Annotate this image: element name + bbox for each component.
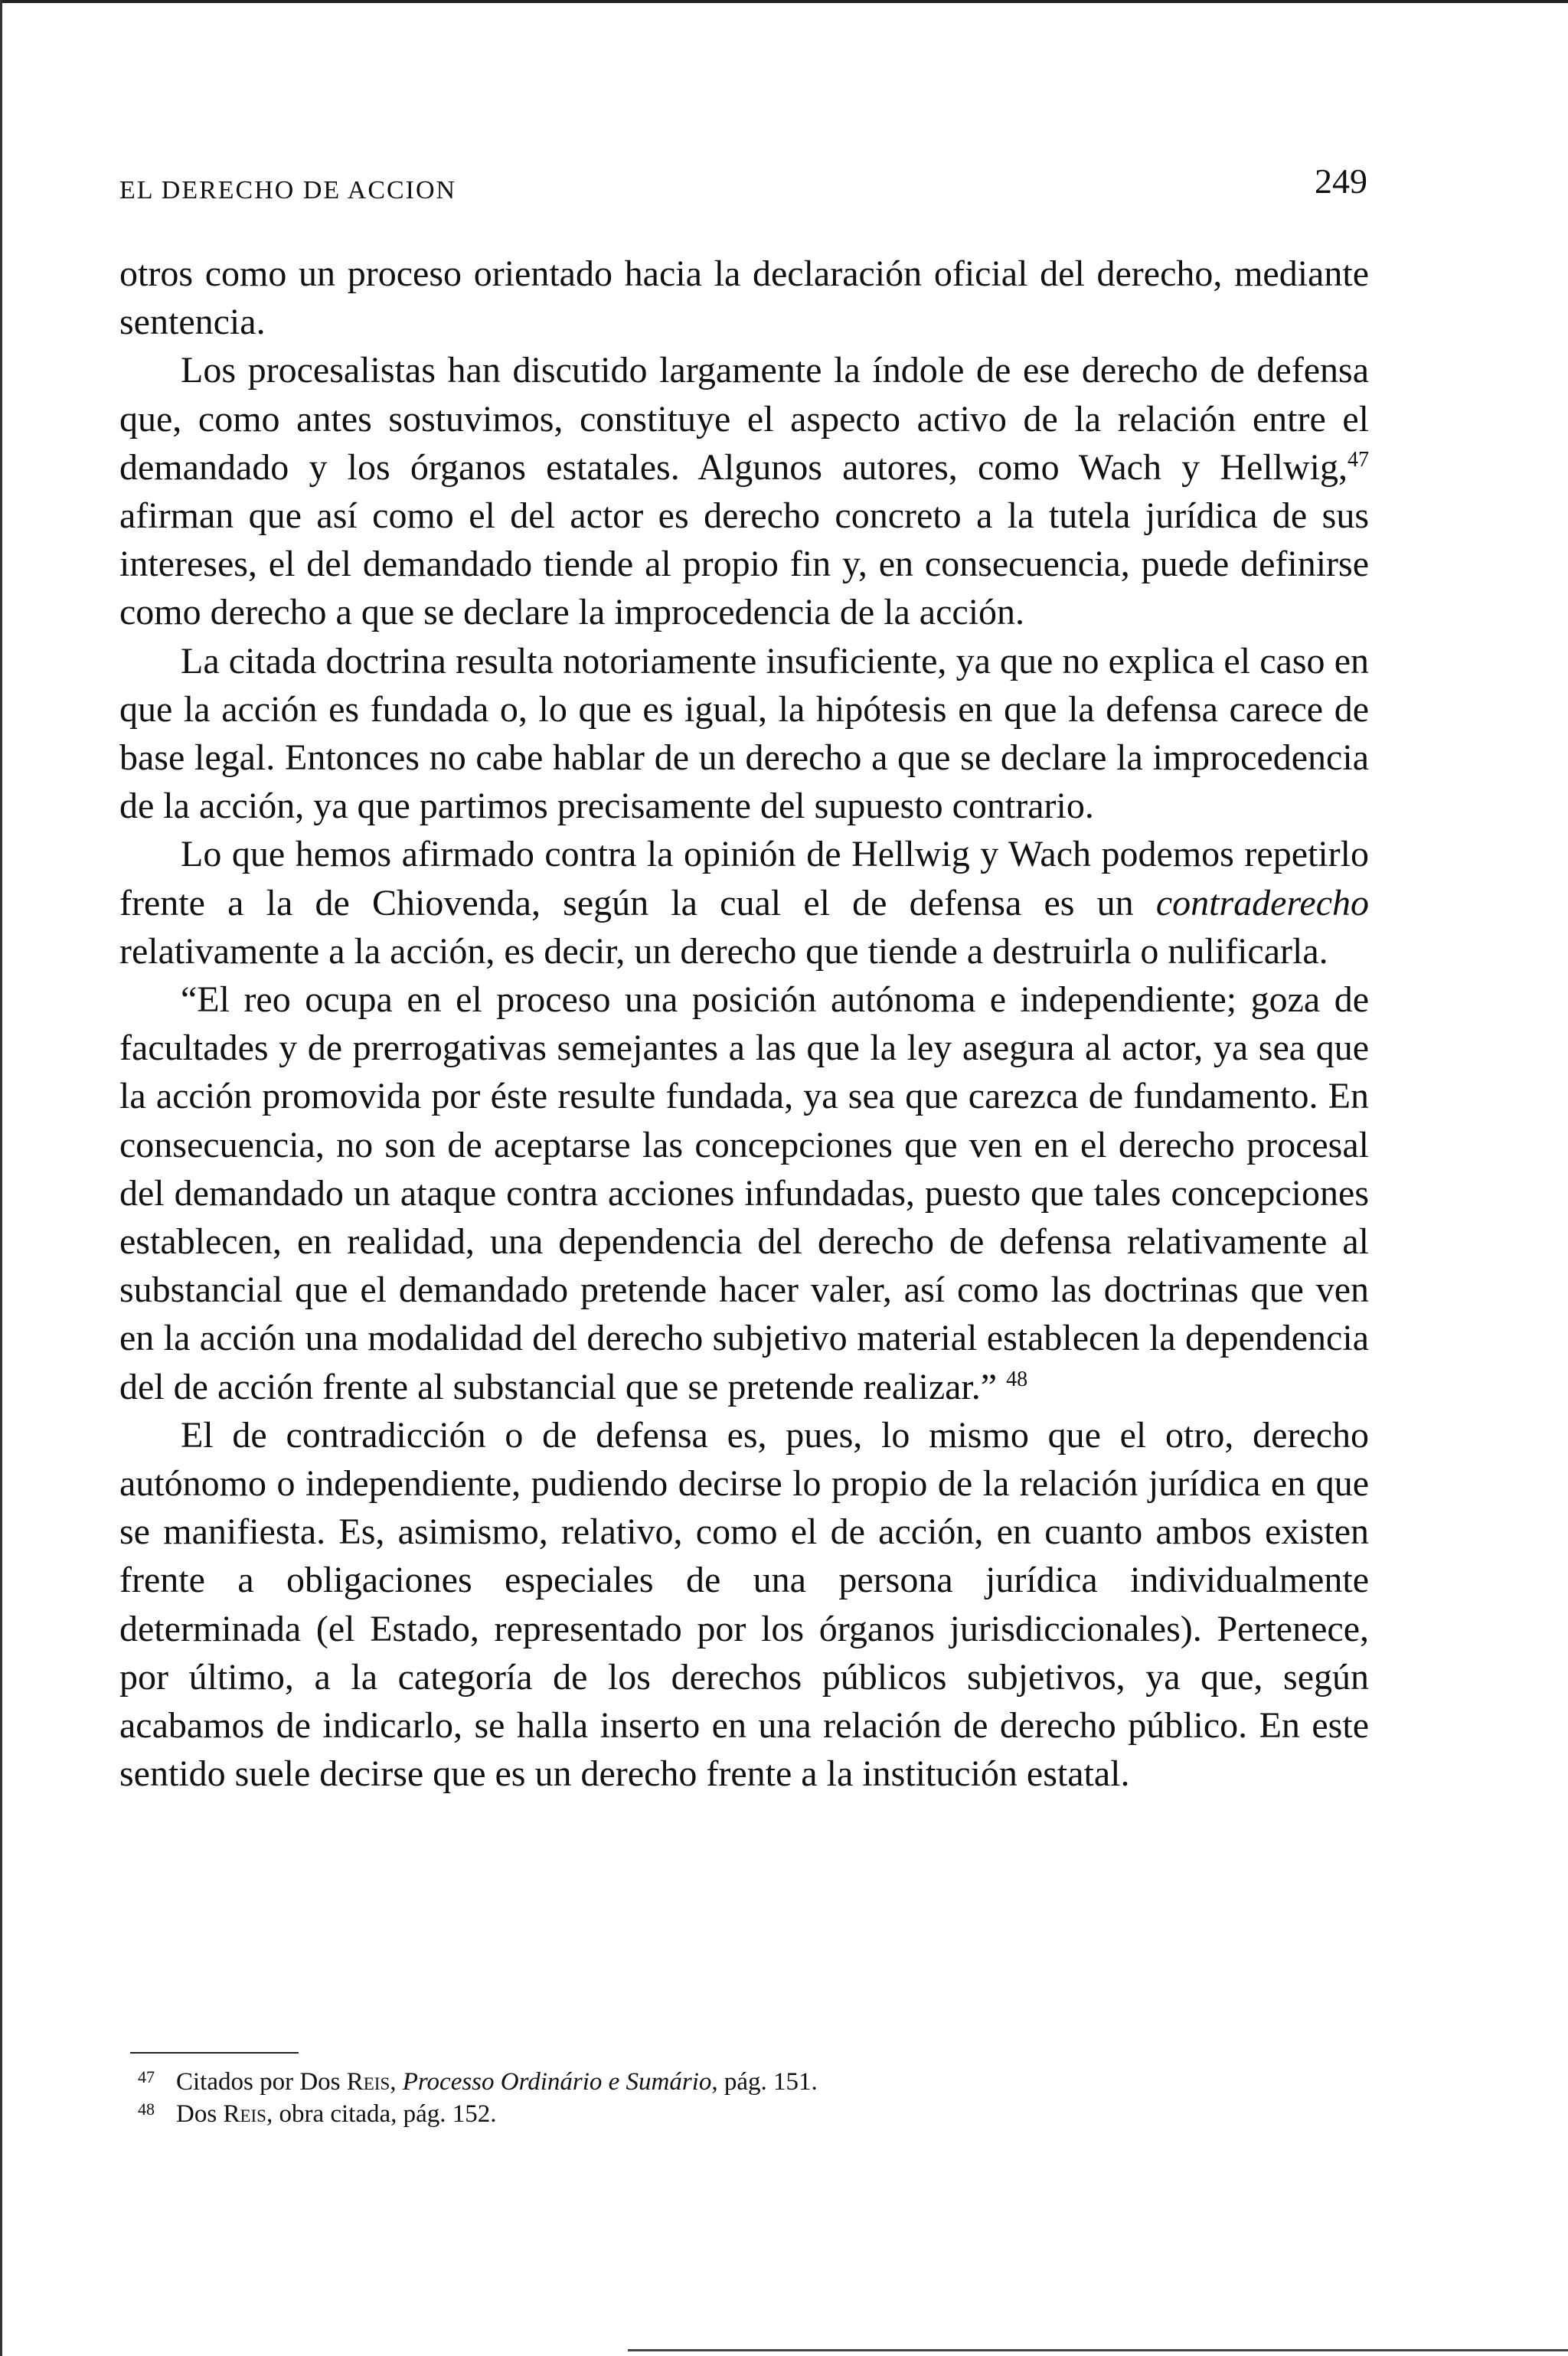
footnote-number: 48 (138, 2099, 155, 2119)
paragraph-wach-hellwig (119, 346, 1369, 636)
paragraph-text: otros como un proceso orientado hacia la declaración oficial del derecho, mediante sentencia. (119, 253, 1369, 343)
emphasis-contraderecho: contraderecho (1155, 882, 1369, 923)
paragraph-contradiccion (119, 1411, 1369, 1799)
page-header (119, 161, 1367, 222)
footnotes (130, 2066, 1279, 2130)
footnote-author: Reis (223, 2100, 266, 2128)
footnote-number: 47 (138, 2067, 155, 2086)
paragraph-text: Lo que hemos afirmado contra la opinión de Hellwig y Wach podemos repetirlo frente a la de Chiovenda, según la cual el de defensa es un (119, 834, 1369, 923)
page-number: 249 (1315, 162, 1367, 201)
footnote-text: , (390, 2068, 403, 2096)
footnote-text: , obra citada, pág. 152. (266, 2100, 497, 2128)
paragraph-text: “El reo ocupa en el proceso una posición autónoma e independiente; goza de facultades y de prerrogativas semejantes a las que la ley asegura al actor, ya sea que la acción promovida por éste resulte fundada, ya sea que carezca de fundamento. En consecuencia, no son de aceptarse las concepciones que ven en el derecho procesal del demandado un ataque contra acciones infundadas, puesto que tales concepciones establecen, en realidad, una dependencia del derecho de defensa relativamente al substancial que el demandado pretende hacer valer, así como las doctrinas que ven en la acción una modalidad del derecho subjetivo material establecen la dependencia del de acción frente al substancial que se pretende realizar.” (119, 979, 1369, 1407)
paragraph-quote (119, 975, 1369, 1411)
paragraph-text: Los procesalistas han discutido largamente la índole de ese derecho de defensa que, como antes sostuvimos, constituye el aspecto activo de la relación entre el demandado y los órganos estatales. Algunos autores, como Wach y Hellwig, (119, 350, 1369, 488)
footnote-text: , pág. 151. (711, 2068, 818, 2096)
paragraph-text: afirman que así como el del actor es derecho concreto a la tutela jurídica de sus intereses, el del demandado tiende al propio fin y, en consecuencia, puede definirse como derecho a que se declare la improcedencia de la acción. (119, 495, 1369, 633)
footnote-book-title: Processo Ordinário e Sumário (402, 2068, 712, 2096)
footnote-text: Citados por Dos (176, 2068, 347, 2096)
paragraph-text: relativamente a la acción, es decir, un derecho que tiende a destruirla o nulificarla. (119, 930, 1328, 972)
footnote-text: Dos (176, 2100, 224, 2128)
footnote-divider (130, 2052, 299, 2054)
scan-edge-left (0, 0, 2, 2356)
running-head: EL DERECHO DE ACCION (119, 176, 457, 204)
paragraph-text: El de contradicción o de defensa es, pues, lo mismo que el otro, derecho autónomo o independiente, pudiendo decirse lo propio de la relación jurídica en que se manifiesta. Es, asimismo, relativo, como el de acción, en cuanto ambos existen frente a obligaciones especiales de una persona jurídica individualmente determinada (el Estado, representado por los órganos jurisdiccionales). Pertenece, por último, a la categoría de los derechos públicos subjetivos, ya que, según acabamos de indicarlo, se halla inserto en una relación de derecho público. En este sentido suele decirse que es un derecho frente a la institución estatal. (119, 1414, 1369, 1795)
footnote-ref-48[interactable]: 48 (1006, 1367, 1028, 1391)
scan-edge-bottom (628, 2349, 1568, 2351)
paragraph-doctrina (119, 637, 1369, 831)
paragraph-continuation (119, 250, 1369, 346)
footnote-ref-47[interactable]: 47 (1348, 447, 1369, 472)
footnote-author: Reis (346, 2068, 390, 2096)
footnote-47 (130, 2066, 1279, 2098)
paragraph-text: La citada doctrina resulta notoriamente insuficiente, ya que no explica el caso en que la acción es fundada o, lo que es igual, la hipótesis en que la defensa carece de base legal. Entonces no cabe hablar de un derecho a que se declare la improcedencia de la acción, ya que partimos precisamente del supuesto contrario. (119, 640, 1369, 827)
paragraph-chiovenda (119, 830, 1369, 975)
body-text (119, 250, 1369, 1799)
footnote-48 (130, 2098, 1279, 2130)
scan-edge-top (0, 0, 1568, 3)
